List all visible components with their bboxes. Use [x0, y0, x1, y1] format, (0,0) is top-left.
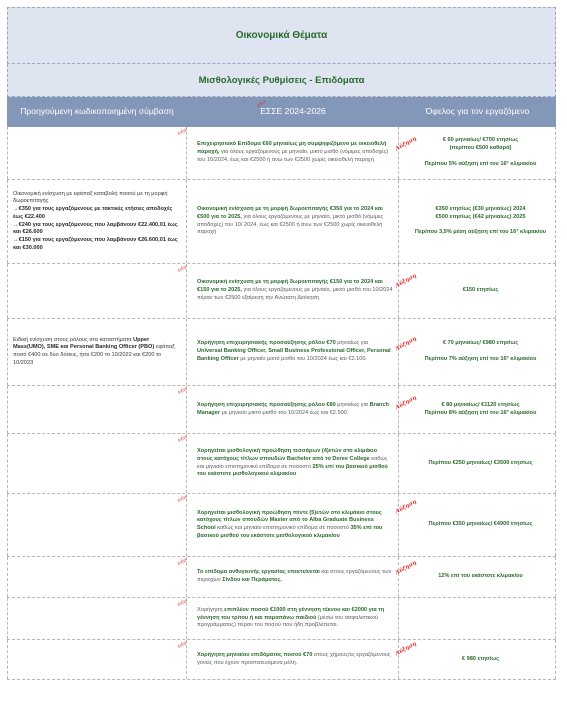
- header-esse-label: ΕΣΣΕ 2024-2026: [260, 106, 326, 117]
- new-stamp: νέο: [256, 99, 268, 109]
- esse-bold: Οικονομική ενίσχυση με τη μορφή δωροεπιταγής €350 για το 2024 και €500 για το 2025,: [197, 206, 383, 220]
- table-row: [7, 127, 556, 180]
- benefit-line: € 60 μηνιαίως/ €700 ετησίως: [442, 137, 519, 144]
- previous-bold: Upper Mass(UMO), SME και Personal Banking Officer (PBO): [13, 336, 155, 351]
- header-previous: Προηγούμενη κωδικοποιημένη σύμβαση: [20, 106, 174, 117]
- table-row: [7, 264, 556, 319]
- esse-cell: [176, 386, 399, 433]
- new-stamp: νέο: [176, 640, 188, 650]
- previous-cell: [7, 557, 187, 597]
- benefit-line: 12% επί του εκάστοτε κλιμακίου: [438, 573, 523, 580]
- esse-text: για όλους εργαζόμενους με μηνιαίο, μικτό μισθό (νόμιμες αποδοχές) του 10/ 2024, έως και €2500 ή άνω των €2500 χωρίς οικειοθελή παροχή: [197, 213, 384, 236]
- esse-text: καθώς και μηνιαίο επιστημονικό επίδομα σε ποσοστό: [215, 525, 351, 531]
- previous-line: →€240 για τους εργαζόμενους που λαμβάνουν €22.400,01 έως και €26.600: [13, 221, 178, 236]
- benefit-line: Περίπου 3,5% μέση αύξηση επί του 16° κλιμακίου: [414, 229, 547, 236]
- esse-bold: Σίνδου και Περάματος.: [222, 577, 283, 583]
- subtitle-band: [7, 64, 556, 97]
- benefit-line: Περίπου 8% αύξηση επί του 16° κλιμακίου: [424, 409, 537, 416]
- esse-cell: [187, 319, 399, 385]
- title-band: [7, 7, 556, 64]
- esse-text: καθώς και μηνιαίο επιστημονικό επίδομα σε ποσοστό: [197, 455, 388, 470]
- esse-bold: Χορήγηση επιχειρησιακής προσαύξησης ρόλου €80: [197, 401, 336, 408]
- benefit-cell: [394, 127, 556, 179]
- previous-cell: [7, 494, 187, 556]
- table-row: [7, 557, 556, 598]
- page-title: Οικονομικά Θέματα: [235, 30, 328, 41]
- previous-cell: [7, 180, 187, 263]
- benefit-cell: [399, 180, 556, 263]
- esse-cell: [187, 180, 399, 263]
- table-row: [7, 598, 556, 640]
- previous-cell: [7, 127, 187, 179]
- benefit-cell: [399, 434, 556, 493]
- esse-bold: Χορηγείται μισθολογική προώθηση τεσσάρων (4)ετών στο κλιμάκιο στους κατόχους τίτλων σπουδών Bachelor από το Deree College: [197, 448, 378, 462]
- new-stamp: νέο: [176, 557, 188, 567]
- esse-cell: [176, 640, 399, 679]
- esse-bold: Χορήγηση μηνιαίου επιδόματος ποσού €70: [197, 651, 313, 658]
- benefit-line: Περίπου 7% αύξηση επί του 16° κλιμακίου: [424, 356, 537, 362]
- esse-cell: [176, 494, 399, 556]
- esse-bold: Το επίδομα ανθυγιεινής εργασίας επεκτείνεται: [197, 569, 320, 576]
- benefit-line: €150 ετησίως: [462, 287, 499, 294]
- increase-stamp: Αύξηση: [394, 499, 418, 516]
- esse-bold: Branch Manager: [197, 401, 389, 416]
- esse-bold: Universal Banking Officer, Small Business Professional Officer, Personal Banking Officer: [197, 348, 391, 362]
- benefit-cell: [394, 264, 556, 318]
- header-benefit: Όφελος για τον εργαζόμενο: [425, 106, 530, 117]
- new-stamp: νέο: [176, 127, 188, 137]
- table-row: [7, 494, 556, 557]
- previous-cell: [7, 386, 187, 433]
- increase-stamp: Αύξηση: [394, 641, 418, 658]
- benefit-line: (περίπου €500 καθαρά): [449, 145, 512, 152]
- increase-stamp: Αύξηση: [394, 136, 418, 153]
- table-row: [7, 640, 556, 680]
- esse-bold: 35% επί του βασικού μισθού του εκάστοτε μισθολογικού κλιμακίου: [197, 525, 383, 539]
- header-esse: [187, 97, 399, 127]
- esse-text: στους χήρους/ες εργαζόμενους γονείς που έχουν προστατευόμενα μέλη.: [197, 651, 391, 666]
- benefit-cell: [394, 494, 556, 556]
- benefit-cell: [394, 386, 556, 433]
- esse-text: για όλους εργαζόμενους με μηνιαίο, μικτό μισθό του 10/2024 πέραν των €2500 εξαίρεση την Ανώτατη Διοίκηση: [197, 287, 393, 301]
- increase-stamp: Αύξηση: [394, 336, 418, 353]
- new-stamp: νέο: [176, 386, 188, 396]
- esse-text: Χορήγηση: [197, 606, 225, 613]
- increase-stamp: Αύξηση: [394, 560, 418, 577]
- new-stamp: νέο: [176, 264, 188, 274]
- esse-cell: [176, 557, 399, 597]
- table-row: [7, 180, 556, 264]
- previous-text: εφάπαξ ποσό €400 σε δύο δόσεις, ήτοι €200 το 10/2022 και €200 το 10/2023: [13, 344, 175, 366]
- esse-bold: Χορήγηση επιχειρησιακής προσαύξησης ρόλου €70: [197, 340, 336, 347]
- benefits-table: [7, 127, 556, 680]
- new-stamp: νέο: [176, 494, 188, 504]
- esse-text: μηνιαίως για: [335, 340, 369, 347]
- benefit-line: Περίπου 5% αύξηση επί του 16° κλιμακίου: [424, 160, 537, 167]
- esse-text: με μηνιαίο μικτό μισθό του 10/2024 έως και €2.500.: [220, 409, 349, 416]
- previous-cell: [7, 264, 187, 318]
- esse-cell: [176, 264, 399, 318]
- benefit-line: Περίπου €250 μηνιαίως/ €3500 ετησίως: [428, 459, 533, 466]
- previous-cell: [7, 319, 187, 385]
- benefit-cell: [394, 319, 556, 385]
- benefit-cell: [399, 598, 556, 639]
- increase-stamp: Αύξηση: [394, 395, 418, 412]
- new-stamp: νέο: [176, 598, 188, 608]
- esse-bold: Χορηγείται μισθολογική προώθηση πέντε (5)ετών στο κλιμάκιο στους κατόχους τίτλων σπουδών Master από το Alba Graduate Business School: [197, 509, 382, 531]
- esse-bold: επιπλέον ποσού €1000 στη γέννηση τέκνου και €2000 για τη γέννηση του τρίτου ή και παραπάνω παιδιού: [197, 606, 385, 621]
- esse-bold: Επιχειρησιακό Επίδομα €60 μηνιαίως μη συμψηφιζόμενο με οικειοθελή παροχή,: [197, 141, 387, 156]
- previous-intro: Οικονομική ενίσχυση με εφάπαξ καταβολή ποσού με τη μορφή δωροεπιταγής: [13, 190, 168, 205]
- esse-bold: Οικονομική ενίσχυση με τη μορφή δωροεπιταγής €150 για το 2024 και €150 για το 2025,: [197, 279, 383, 294]
- esse-bold: 25% επί του βασικού μισθού του εκάστοτε μισθολογικού κλιμακίου: [197, 463, 388, 478]
- esse-cell: [176, 127, 399, 179]
- esse-text: μηνιαίως για: [335, 401, 370, 408]
- benefit-cell: [394, 557, 556, 597]
- benefit-line: € 980 ετησίως: [461, 655, 500, 662]
- table-header: [7, 97, 556, 127]
- esse-text: για όλους εργαζόμενους με μηνιαίο, μικτό μισθό (νόμιμες αποδοχές) του 10/2024, έως και €2500 ή άνω των €2500 χωρίς οικειοθελή παροχή: [197, 149, 389, 163]
- page-subtitle: Μισθολογικές Ρυθμίσεις - Επιδόματα: [198, 74, 365, 86]
- benefit-line: €350 ετησίως (€30 μηνιαίως) 2024: [435, 205, 526, 212]
- increase-stamp: Αύξηση: [394, 273, 418, 290]
- benefit-cell: [394, 640, 556, 679]
- table-row: [7, 386, 556, 434]
- benefit-line: € 70 μηνιαίως/ €980 ετησίως: [442, 340, 519, 347]
- previous-cell: [7, 598, 187, 639]
- esse-cell: [176, 434, 399, 493]
- benefit-line: €500 ετησίως (€42 μηνιαίως) 2025: [435, 213, 526, 220]
- previous-text: Ειδική ενίσχυση στους ρόλους στα καταστήματα: [13, 336, 134, 343]
- table-row: [7, 319, 556, 386]
- esse-text: με μηνιαίο μικτό μισθό του 10/2024 έως και €2.100.: [238, 355, 367, 362]
- previous-line: →€150 για τους εργαζόμενους που λαμβάνουν €26.600,01 έως και €30.000: [13, 236, 178, 251]
- table-row: [7, 434, 556, 494]
- new-stamp: νέο: [176, 434, 188, 444]
- previous-cell: [7, 640, 187, 679]
- esse-cell: [176, 598, 399, 639]
- esse-text: (μέσω του ασφαλιστικού προγράμματος) πέραν του ποσού που ήδη προβλέπεται.: [197, 614, 379, 629]
- esse-text: και στους εργαζόμενους των περιοχών: [197, 569, 392, 583]
- benefit-line: Περίπου €350 μηνιαίως/ €4900 ετησίως: [428, 521, 533, 528]
- benefit-line: € 80 μηνιαίως/ €1120 ετησίως: [441, 401, 520, 408]
- previous-cell: [7, 434, 187, 493]
- previous-line: →€350 για τους εργαζόμενους με τακτικές ετήσιες αποδοχές έως €22.400: [13, 206, 173, 220]
